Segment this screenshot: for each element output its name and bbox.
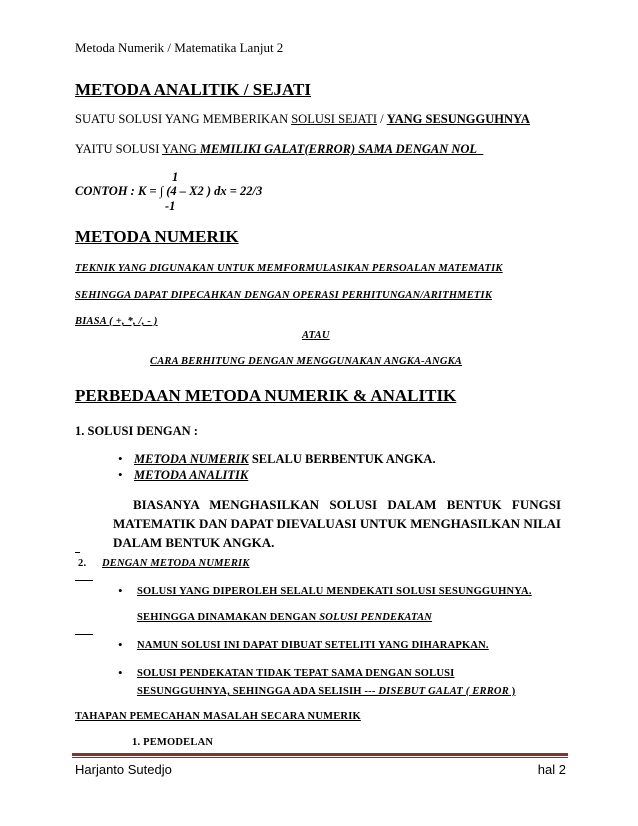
analitik-line-1 [75,112,530,127]
analitik-line-2 [75,142,483,157]
numerik-bullet-3-line-2 [137,686,515,697]
numerik-bullet-3-prefix: SESUNGGUHNYA, SEHINGGA ADA SELISIH --- [137,686,379,697]
atau-text: ATAU [302,330,330,341]
list-item-1: 1. SOLUSI DENGAN : [75,424,198,438]
numerik-bullet-3-end: ) [508,686,516,697]
footer-rule-thin [72,757,568,758]
solusi-pendekatan-text: SOLUSI PENDEKATAN [319,612,433,623]
disebut-galat-text: DISEBUT GALAT ( ERROR [378,686,509,697]
dash-marker [75,580,93,581]
numerik-bullet-2: NAMUN SOLUSI INI DAPAT DIBUAT SETELITI YANG DIHARAPKAN. [137,640,489,651]
footer-page-number: hal 2 [537,762,566,777]
footer-rule [72,753,568,756]
contoh-integral: CONTOH : K = ∫ (4 – X2 ) dx = 22/3 [75,184,263,198]
metoda-analitik-link: METODA ANALITIK [134,468,249,482]
bullet-dot-icon: • [118,467,123,482]
section-title-perbedaan: PERBEDAAN METODA NUMERIK & ANALITIK [75,386,457,405]
section-title-analitik: METODA ANALITIK / SEJATI [75,80,312,99]
section-title-numerik: METODA NUMERIK [75,227,239,246]
dash-marker [75,634,93,635]
numerik-line-2: SEHINGGA DAPAT DIPECAHKAN DENGAN OPERASI PERHITUNGAN/ARITHMETIK [75,290,493,301]
step-pemodelan: 1. PEMODELAN [132,737,214,748]
bullet-dot-icon: • [118,637,123,652]
yang-sesungguhnya-text: YANG SESUNGGUHNYA [386,112,530,126]
numerik-line-4: CARA BERHITUNG DENGAN MENGGUNAKAN ANGKA-ANGKA [150,356,463,367]
tahapan-title: TAHAPAN PEMECAHAN MASALAH SECARA NUMERIK [75,711,361,722]
analitik-line-2-prefix: YAITU SOLUSI [75,142,163,156]
analitik-line-1-prefix: SUATU SOLUSI YANG MEMBERIKAN [75,112,292,126]
analitik-paragraph: BIASANYA MENGHASILKAN SOLUSI DALAM BENTUK FUNGSI MATEMATIK DAN DAPAT DIEVALUASI UNTUK MENGHASILKAN NILAI DALAM BENTUK ANGKA. [113,497,561,550]
numerik-line-3: BIASA ( +, *, /, - ) [75,316,158,327]
analitik-line-2-underline: YANG [162,142,200,156]
footer-author: Harjanto Sutedjo [75,762,172,777]
bullet-dot-icon: • [118,583,123,598]
bullet-dot-icon: • [118,665,123,680]
bullet-numerik-rest: SELALU BERBENTUK ANGKA. [248,452,436,466]
dash-marker [75,552,80,553]
list-item-2-number: 2. [78,558,87,569]
numerik-bullet-1-cont [137,612,432,623]
analitik-line-1-sep: / [377,112,387,126]
numerik-line-1: TEKNIK YANG DIGUNAKAN UNTUK MEMFORMULASIKAN PERSOALAN MATEMATIK [75,263,503,274]
bullet-dot-icon: • [118,451,123,466]
list-item-2-text: DENGAN METODA NUMERIK [102,558,250,569]
numerik-bullet-1: SOLUSI YANG DIPEROLEH SELALU MENDEKATI SOLUSI SESUNGGUHNYA. [137,586,532,597]
numerik-bullet-3-line-1: SOLUSI PENDEKATAN TIDAK TEPAT SAMA DENGAN SOLUSI [137,668,455,679]
integral-lower-bound: -1 [165,199,176,213]
galat-nol-text: MEMILIKI GALAT(ERROR) SAMA DENGAN NOL [199,142,478,156]
metoda-numerik-link: METODA NUMERIK [134,452,249,466]
integral-upper-bound: 1 [172,170,179,184]
bullet-numerik [134,452,436,467]
solusi-sejati-link: SOLUSI SEJATI [291,112,377,126]
analitik-line-2-trailing [477,142,483,156]
numerik-bullet-1-cont-prefix: SEHINGGA DINAMAKAN DENGAN [137,612,320,623]
running-header: Metoda Numerik / Matematika Lanjut 2 [75,40,284,55]
